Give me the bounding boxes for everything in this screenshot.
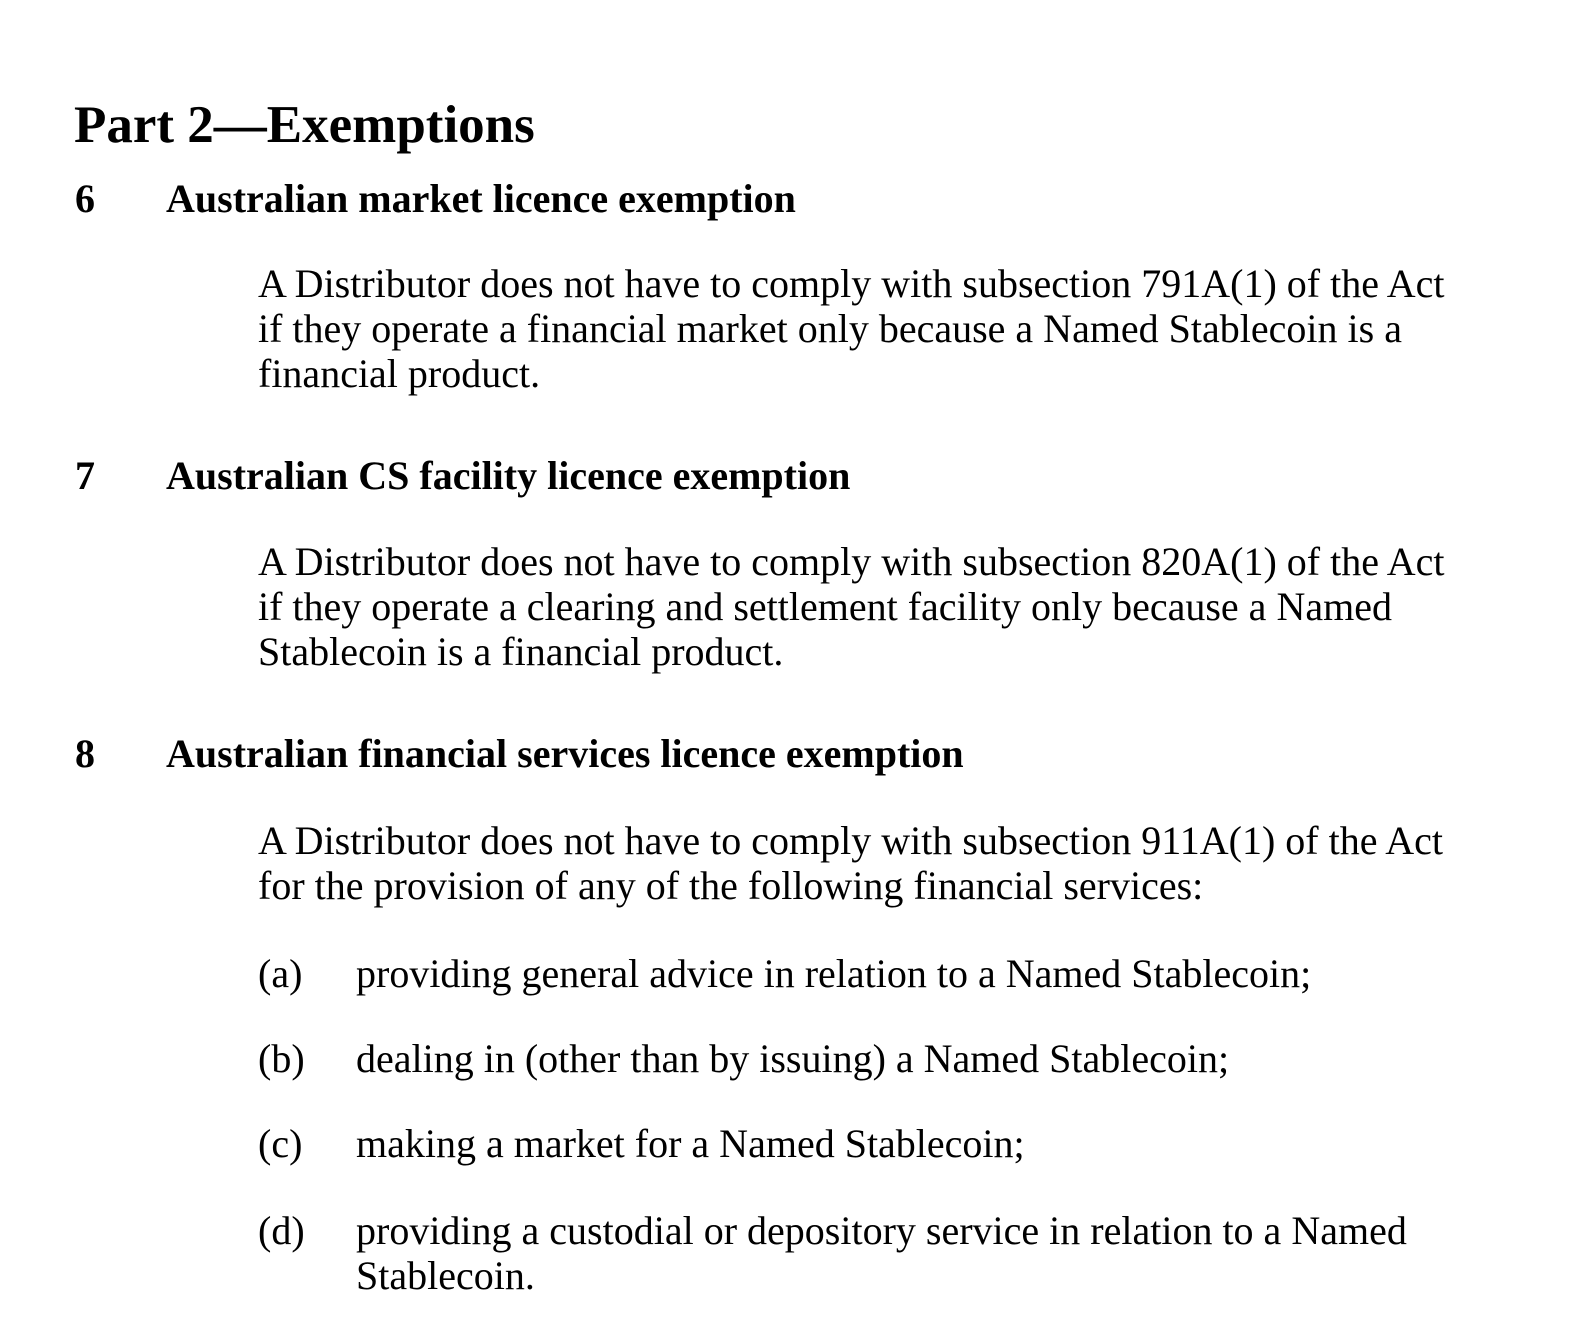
list-item-line: providing general advice in relation to a Named Stablecoin; bbox=[356, 951, 1312, 996]
section-heading: Australian financial services licence exemption bbox=[166, 731, 964, 776]
list-item-text bbox=[356, 1208, 1407, 1298]
section-heading: Australian market licence exemption bbox=[166, 176, 796, 221]
section-7-paragraph bbox=[258, 539, 1445, 674]
section-number: 8 bbox=[75, 731, 95, 776]
section-number: 6 bbox=[75, 176, 95, 221]
paragraph-line: A Distributor does not have to comply with subsection 791A(1) of the Act bbox=[258, 261, 1445, 306]
list-item-line: making a market for a Named Stablecoin; bbox=[356, 1121, 1025, 1166]
section-7-heading-row bbox=[75, 453, 850, 499]
list-item-line: Stablecoin. bbox=[356, 1253, 535, 1298]
paragraph-line: if they operate a clearing and settlement facility only because a Named bbox=[258, 584, 1392, 629]
paragraph-line: A Distributor does not have to comply with subsection 911A(1) of the Act bbox=[258, 818, 1444, 863]
section-heading: Australian CS facility licence exemption bbox=[166, 453, 851, 498]
part-heading: Part 2—Exemptions bbox=[74, 95, 535, 154]
list-item-line: providing a custodial or depository service in relation to a Named bbox=[356, 1208, 1407, 1253]
list-item-text bbox=[356, 1036, 1229, 1081]
list-marker: (d) bbox=[258, 1208, 305, 1253]
list-marker: (c) bbox=[258, 1121, 303, 1166]
section-8-heading-row bbox=[75, 731, 964, 777]
section-6-paragraph bbox=[258, 261, 1445, 396]
section-6-heading-row bbox=[75, 176, 796, 222]
list-item-d bbox=[258, 1208, 1407, 1298]
list-item-text bbox=[356, 951, 1311, 996]
list-item-text bbox=[356, 1121, 1025, 1166]
list-item-line: dealing in (other than by issuing) a Named Stablecoin; bbox=[356, 1036, 1230, 1081]
list-marker: (b) bbox=[258, 1036, 305, 1081]
paragraph-line: Stablecoin is a financial product. bbox=[258, 629, 784, 674]
paragraph-line: for the provision of any of the following financial services: bbox=[258, 863, 1204, 908]
paragraph-line: A Distributor does not have to comply with subsection 820A(1) of the Act bbox=[258, 539, 1445, 584]
list-item-a bbox=[258, 951, 1311, 996]
list-item-b bbox=[258, 1036, 1229, 1081]
section-number: 7 bbox=[75, 453, 95, 498]
paragraph-line: if they operate a financial market only because a Named Stablecoin is a bbox=[258, 306, 1402, 351]
paragraph-line: financial product. bbox=[258, 351, 541, 396]
section-8-paragraph bbox=[258, 818, 1443, 908]
list-marker: (a) bbox=[258, 951, 303, 996]
list-item-c bbox=[258, 1121, 1025, 1166]
